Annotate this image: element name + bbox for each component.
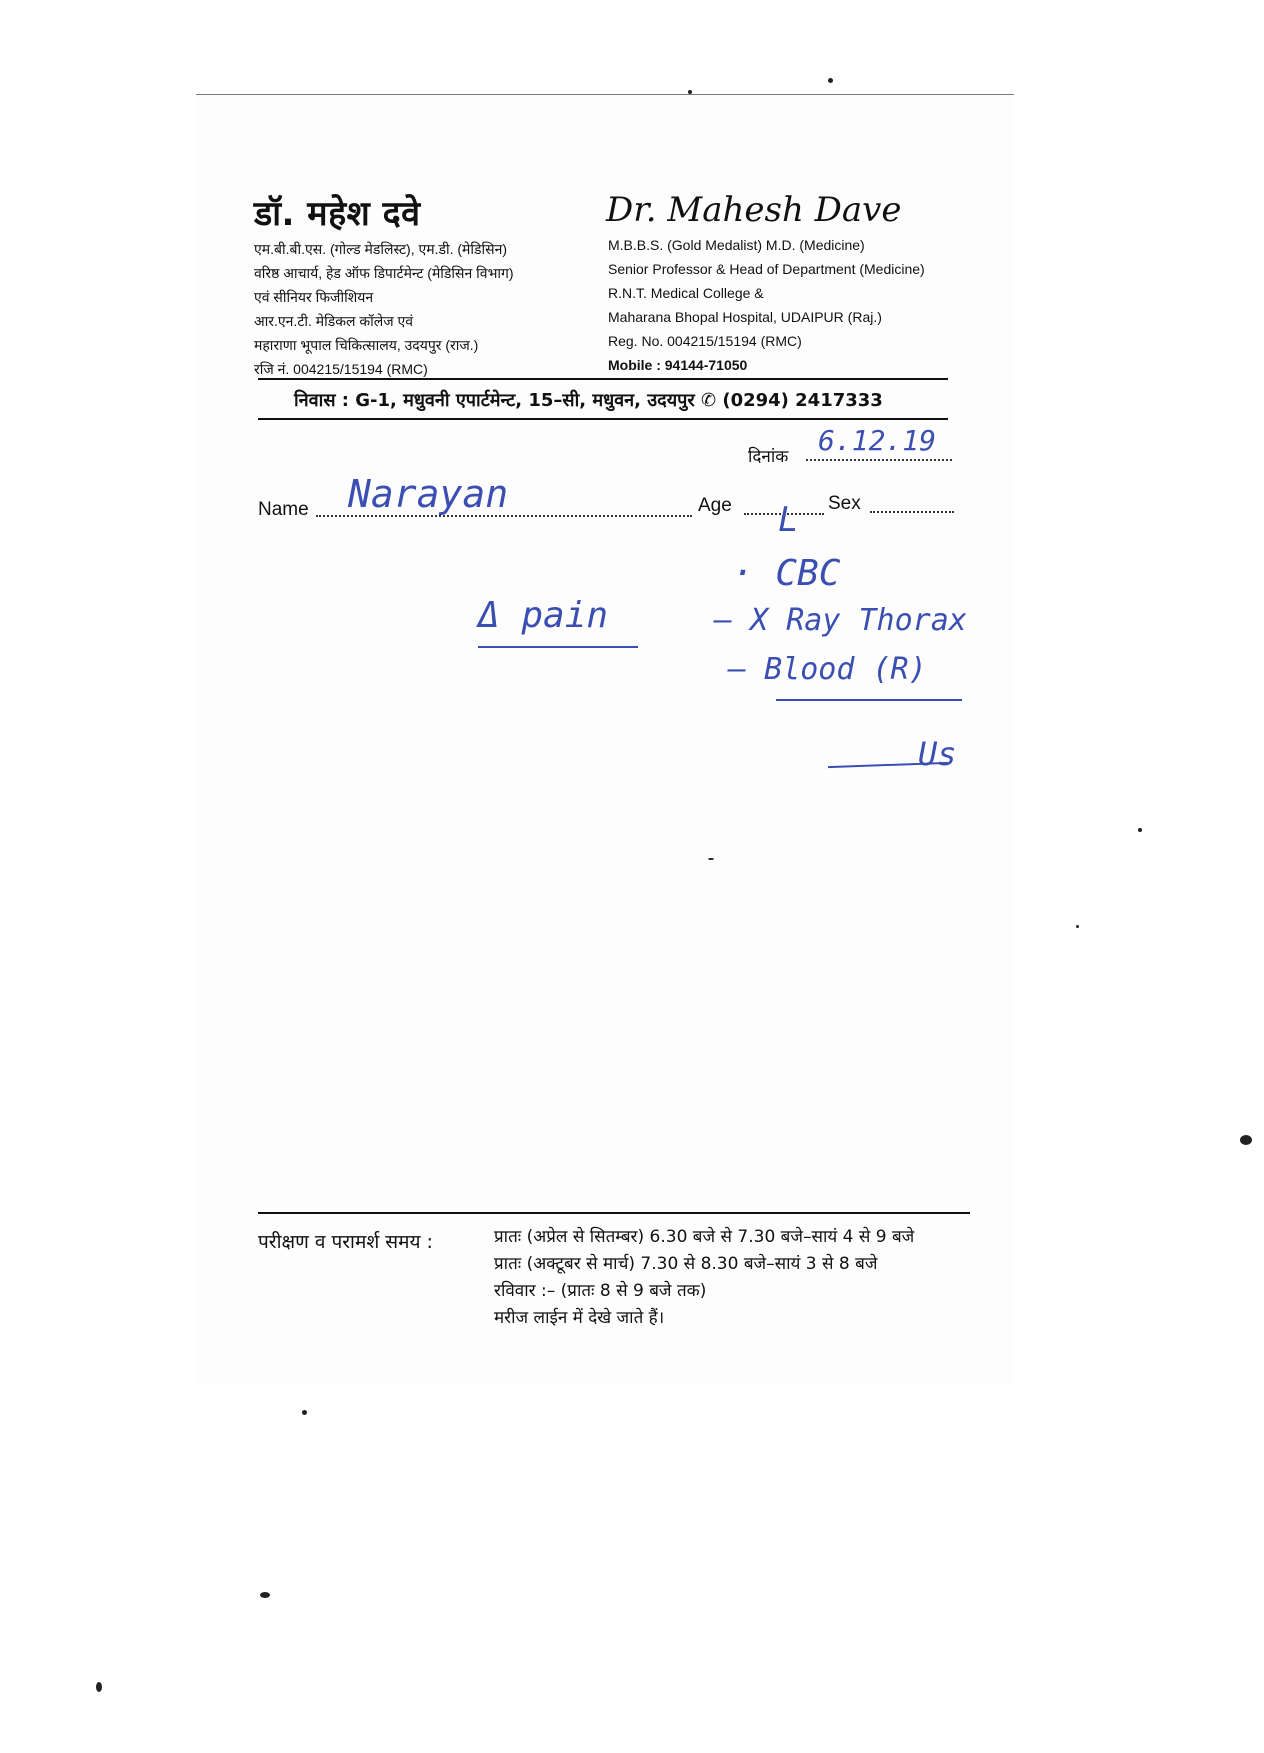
- mobile-number: Mobile : 94144-71050: [608, 357, 748, 373]
- doctor-name-english: Dr. Mahesh Dave: [606, 190, 902, 230]
- handwritten-complaint: Δ pain: [478, 595, 609, 636]
- investigation-line: – X Ray Thorax: [714, 603, 967, 638]
- header-rule-top: [258, 378, 948, 380]
- credential-line: Reg. No. 004215/15194 (RMC): [608, 333, 802, 349]
- sex-label: Sex: [828, 493, 861, 514]
- scan-speck: [708, 858, 714, 860]
- credential-line: वरिष्ठ आचार्य, हेड ऑफ डिपार्टमेन्ट (मेडिसिन विभाग): [254, 265, 514, 281]
- hours-line: मरीज लाईन में देखे जाते हैं।: [494, 1308, 665, 1328]
- credential-line: आर.एन.टी. मेडिकल कॉलेज एवं: [254, 313, 414, 329]
- credential-line: एम.बी.बी.एस. (गोल्ड मेडलिस्ट), एम.डी. (मेडिसिन): [254, 241, 508, 257]
- scan-speck: [1076, 925, 1079, 928]
- hours-line: रविवार :– (प्रातः 8 से 9 बजे तक): [494, 1281, 707, 1301]
- scan-speck: [302, 1410, 307, 1415]
- doctor-credentials-english: [608, 233, 925, 377]
- scan-speck: [260, 1592, 270, 1598]
- credential-line: एवं सीनियर फिजीशियन: [254, 289, 374, 305]
- doctor-signature: Us: [918, 735, 957, 773]
- date-label: दिनांक: [748, 447, 789, 467]
- name-label: Name: [258, 499, 309, 520]
- investigation-line: · CBC: [732, 553, 841, 594]
- credential-line: Senior Professor & Head of Department (Medicine): [608, 261, 925, 277]
- scan-speck: [1138, 828, 1142, 832]
- name-value: Narayan: [348, 472, 509, 516]
- consultation-hours-title: परीक्षण व परामर्श समय :: [258, 1231, 433, 1253]
- age-value: L: [778, 500, 799, 540]
- credential-line: Maharana Bhopal Hospital, UDAIPUR (Raj.): [608, 309, 882, 325]
- investigation-line: – Blood (R): [728, 652, 927, 687]
- date-value: 6.12.19: [818, 424, 937, 457]
- sex-field[interactable]: [870, 507, 954, 513]
- residence-address: निवास : G-1, मधुवनी एपार्टमेन्ट, 15–सी, मधुवन, उदयपुर ✆ (0294) 2417333: [294, 390, 883, 411]
- consultation-hours: [494, 1224, 914, 1332]
- credential-line: M.B.B.S. (Gold Medalist) M.D. (Medicine): [608, 237, 865, 253]
- scan-speck: [688, 90, 692, 94]
- credential-line: महाराणा भूपाल चिकित्सालय, उदयपुर (राज.): [254, 337, 479, 353]
- header-rule-bottom: [258, 418, 948, 420]
- hours-line: प्रातः (अप्रेल से सितम्बर) 6.30 बजे से 7.30 बजे–सायं 4 से 9 बजे: [494, 1227, 915, 1247]
- doctor-credentials-hindi: [254, 237, 514, 381]
- scan-speck: [96, 1682, 102, 1692]
- scan-speck: [1240, 1135, 1252, 1145]
- scan-speck: [828, 78, 833, 83]
- credential-line: रजि नं. 004215/15194 (RMC): [254, 361, 428, 377]
- hours-line: प्रातः (अक्टूबर से मार्च) 7.30 से 8.30 बजे–सायं 3 से 8 बजे: [494, 1254, 878, 1274]
- age-label: Age: [698, 495, 732, 516]
- complaint-underline: [478, 646, 638, 648]
- credential-line: R.N.T. Medical College &: [608, 285, 764, 301]
- investigation-underline: [776, 699, 962, 701]
- doctor-name-hindi: डॉ. महेश दवे: [254, 194, 421, 234]
- footer-rule: [258, 1212, 970, 1214]
